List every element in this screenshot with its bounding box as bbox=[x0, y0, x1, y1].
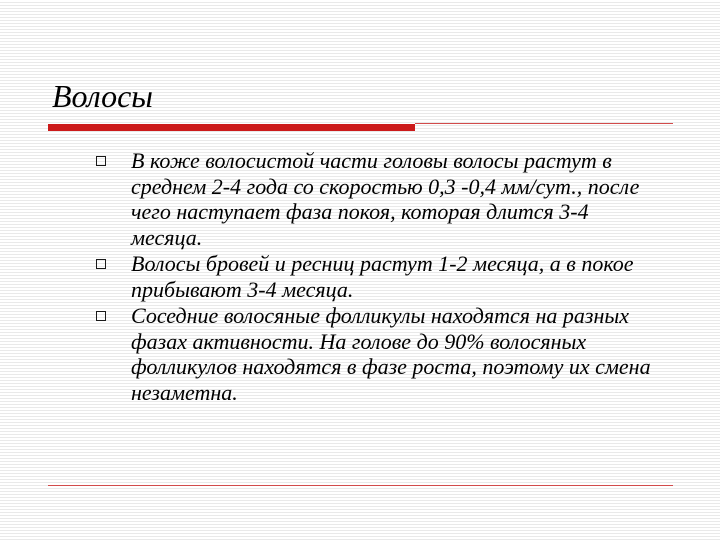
title-accent-bar bbox=[48, 124, 415, 131]
slide-title: Волосы bbox=[52, 78, 153, 114]
square-bullet-icon bbox=[96, 311, 106, 321]
bullet-item-3 bbox=[96, 303, 656, 405]
bullet-text: В коже волосистой части головы волосы растут в среднем 2-4 года со скоростью 0,3 -0,4 мм/сут., после чего наступает фаза покоя, которая длится 3-4 месяца. bbox=[131, 148, 640, 250]
title-divider-line bbox=[415, 123, 673, 124]
bullet-text: Соседние волосяные фолликулы находятся на разных фазах активности. На голове до 90% волосяных фолликулов находятся в фазе роста, поэтому их смена незаметна. bbox=[131, 303, 651, 405]
bullet-text: Волосы бровей и ресниц растут 1-2 месяца, а в покое прибывают 3-4 месяца. bbox=[131, 251, 634, 302]
bullet-item-2 bbox=[96, 251, 656, 302]
bullet-item-1 bbox=[96, 148, 656, 250]
bullet-list bbox=[96, 148, 656, 405]
square-bullet-icon bbox=[96, 259, 106, 269]
footer-divider-line bbox=[48, 485, 673, 486]
square-bullet-icon bbox=[96, 156, 106, 166]
